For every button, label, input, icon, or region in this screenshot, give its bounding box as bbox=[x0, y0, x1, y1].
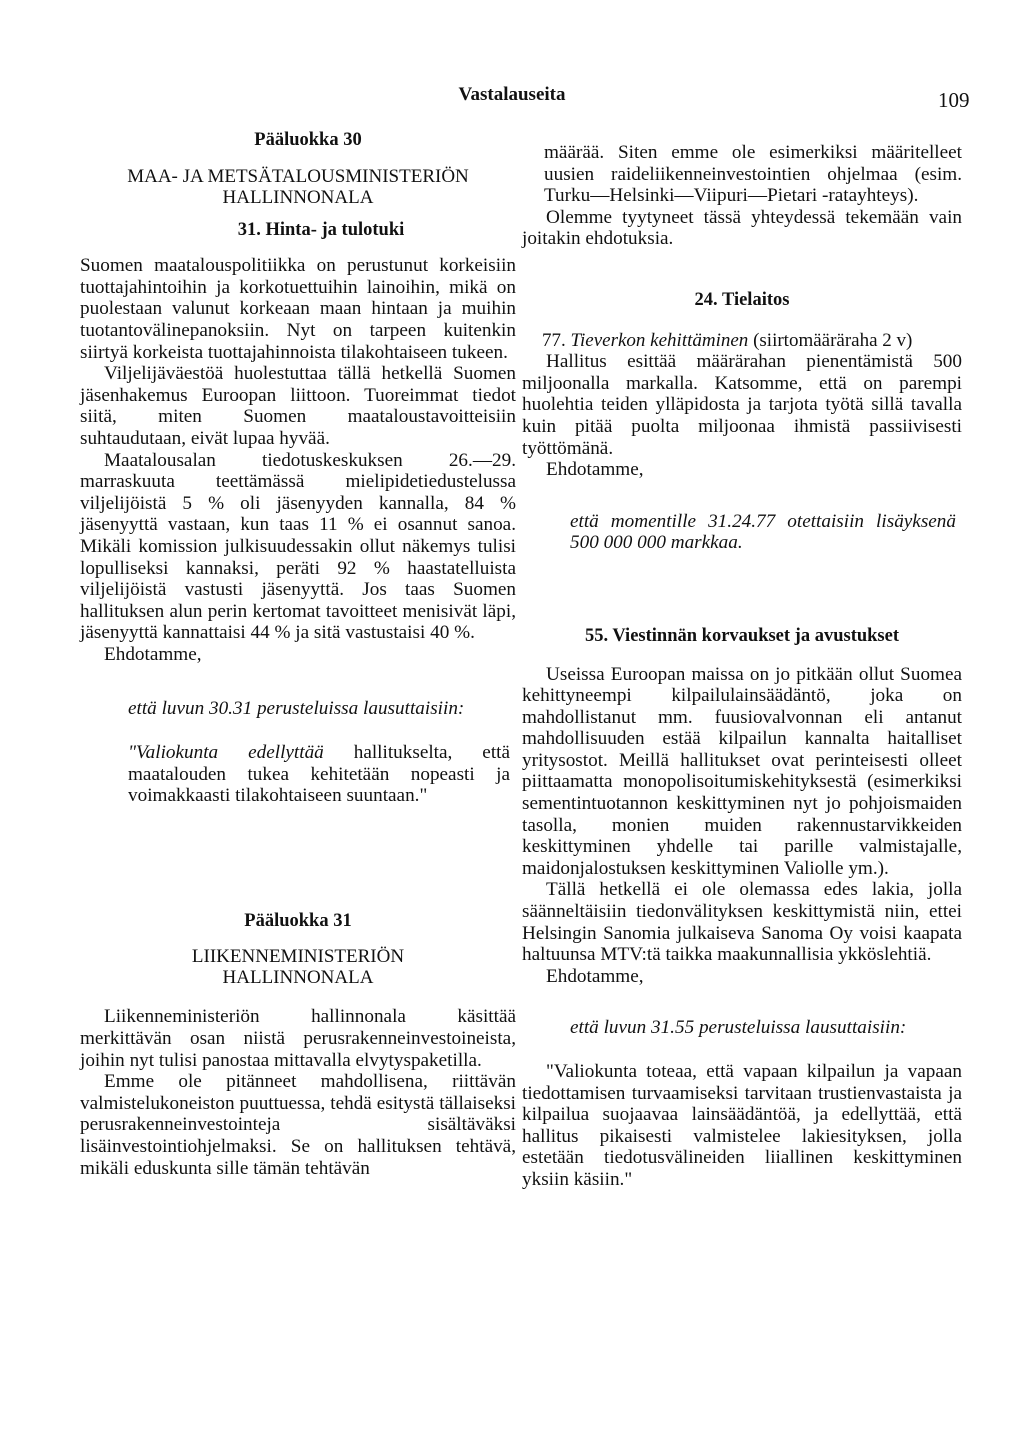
moment-appropriation: (siirtomääräraha 2 v) bbox=[748, 329, 913, 351]
moment-number: 77. bbox=[542, 329, 571, 351]
item-24-heading: 24. Tielaitos bbox=[694, 289, 790, 310]
item-31-heading: 31. Hinta- ja tulotuki bbox=[237, 219, 405, 240]
paragraph: Suomen maatalouspolitiikka on perustunut korkeisiin tuottajahintoihin ja korkotuettuihin lainoihin, mikä on puolestaan valunut korkeaan maan hintaan ja muihin tuotantovälinepanoksiin. Nyt on tarpeen kuitenkin siirtyä korkeista tuottajahinnoista tilakohtaiseen tukeen. bbox=[80, 255, 516, 363]
moment-title: Tieverkon kehittäminen bbox=[570, 329, 749, 351]
item-55-heading: 55. Viestinnän korvaukset ja avustukset bbox=[584, 625, 900, 646]
proposal-statement: että momentille 31.24.77 otettaisiin lisäyksenä 500 000 000 markkaa. bbox=[570, 510, 956, 554]
page-number: 109 bbox=[938, 88, 970, 112]
paragraph: Ehdotamme, bbox=[546, 459, 644, 481]
quoted-proposal bbox=[80, 742, 516, 807]
ministry-31-heading: LIIKENNEMINISTERIÖN HALLINNONALA bbox=[191, 946, 405, 989]
running-title: Vastalauseita bbox=[458, 84, 566, 105]
quote-rest: hallitukselta, että maatalouden tukea kehitetään nopeasti ja voimakkaasti tilakohtaiseen suuntaan." bbox=[128, 742, 510, 807]
paragraph: Viljelijäväestöä huolestuttaa tällä hetkellä Suomen jäsenhakemus Euroopan liittoon. Tuoreimmat tiedot siitä, miten Suomen maataloustavoitteisiin suhtaudutaan, eivät lupaa hyvää. bbox=[80, 363, 516, 449]
quoted-proposal: "Valiokunta toteaa, että vapaan kilpailun ja vapaan tiedottamisen turvaamiseksi tarvitaan trustienvastaista ja kilpailua suojaavaa lainsäädäntöä, ja edellyttää, että hallitus pikaisesti valmistelee lakiesityksen, jolla estetään tiedotusvälineiden liiallinen keskittyminen yksiin käsiin." bbox=[522, 1061, 962, 1190]
quote-italic-part: "Valiokunta edellyttää bbox=[128, 742, 324, 764]
proposal-statement: että luvun 31.55 perusteluissa lausuttaisiin: bbox=[570, 1017, 907, 1039]
paragraph: Useissa Euroopan maissa on jo pitkään ollut Suomea kehittyneempi kilpailulainsäädäntö, joka on mahdollistanut mm. fuusiovalvonnan eli antanut mahdollisuuden estää kilpailun kannalta haitalliset yritysostot. Meillä hallitukset ovat perinteisesti olleet piittaamatta monopolisoitumiskehityksestä (esimerkiksi sementintuotannon keskittyminen nyt jo pohjoismaiden tasolla, monien muiden rakennustarvikkeiden keskittyminen yhdelle tai parille valmistajalle, maidonjalostuksen keskittyminen Valiolle ym.). bbox=[522, 663, 962, 879]
main-class-31-title: Pääluokka 31 bbox=[244, 910, 352, 931]
ministry-30-heading: MAA- JA METSÄTALOUSMINISTERIÖN HALLINNONALA bbox=[127, 165, 469, 208]
paragraph: Ehdotamme, bbox=[546, 965, 644, 987]
main-class-30-title: Pääluokka 30 bbox=[254, 130, 362, 150]
paragraph: Ehdotamme, bbox=[104, 643, 202, 665]
moment-77-heading bbox=[522, 330, 962, 352]
paragraph: Tällä hetkellä ei ole olemassa edes lakia, jolla säänneltäisiin tiedonvälityksen keskittymistä niin, ettei Helsingin Sanomia julkaiseva Sanoma Oy voisi kaapata haltuunsa MTV:tä taikka maakunnallisia ykköslehtiä. bbox=[522, 879, 962, 966]
left-column bbox=[80, 130, 516, 1179]
paragraph: määrää. Siten emme ole esimerkiksi määritelleet uusien raideliikenneinvestointien ohjelmaa (esim. Turku—Helsinki—Viipuri—Pietari -ratayhteys). bbox=[544, 142, 962, 207]
paragraph: Hallitus esittää määrärahan pienentämistä 500 miljoonalla markalla. Katsomme, että on parempi huolehtia teiden ylläpidosta ja tarjota työtä sillä tavalla kuin pitää puolta miljoonaa ihmistä passiivisesti työttömänä. bbox=[522, 351, 962, 459]
paragraph: Maatalousalan tiedotuskeskuksen 26.—29. marraskuuta teettämässä mielipidetiedustelussa viljelijöistä 5 % oli jäsenyyden kannalla, 84 % jäsenyyttä vastaan, kun taas 11 % ei osannut sanoa. Mikäli komission julkisuudessakin ollut näkemys tulisi lopulliseksi kannaksi, peräti 92 % haastatelluista viljelijöistä vastusti jäsenyyttä. Jos taas Suomen hallituksen alun perin kertomat tavoitteet menisivät läpi, jäsenyyttä kannattaisi 44 % ja sitä vastustaisi 40 %. bbox=[80, 449, 516, 644]
proposal-statement: että luvun 30.31 perusteluissa lausuttaisiin: bbox=[128, 698, 465, 720]
right-column bbox=[522, 142, 962, 1191]
paragraph: Liikenneministeriön hallinnonala käsittää merkittävän osan niistä perusrakenneinvestoineista, joihin nyt tulisi panostaa mittavalla elvytyspaketilla. bbox=[80, 1006, 516, 1071]
paragraph: Emme ole pitänneet mahdollisena, riittävän valmistelukoneiston puuttuessa, tehdä esitystä tällaiseksi perusrakenneinvestointeja sisältäväksi lisäinvestointiohjelmaksi. Se on hallituksen tehtävä, mikäli eduskunta sille tämän tehtävän bbox=[80, 1071, 516, 1179]
paragraph: Olemme tyytyneet tässä yhteydessä tekemään vain joitakin ehdotuksia. bbox=[522, 206, 962, 250]
